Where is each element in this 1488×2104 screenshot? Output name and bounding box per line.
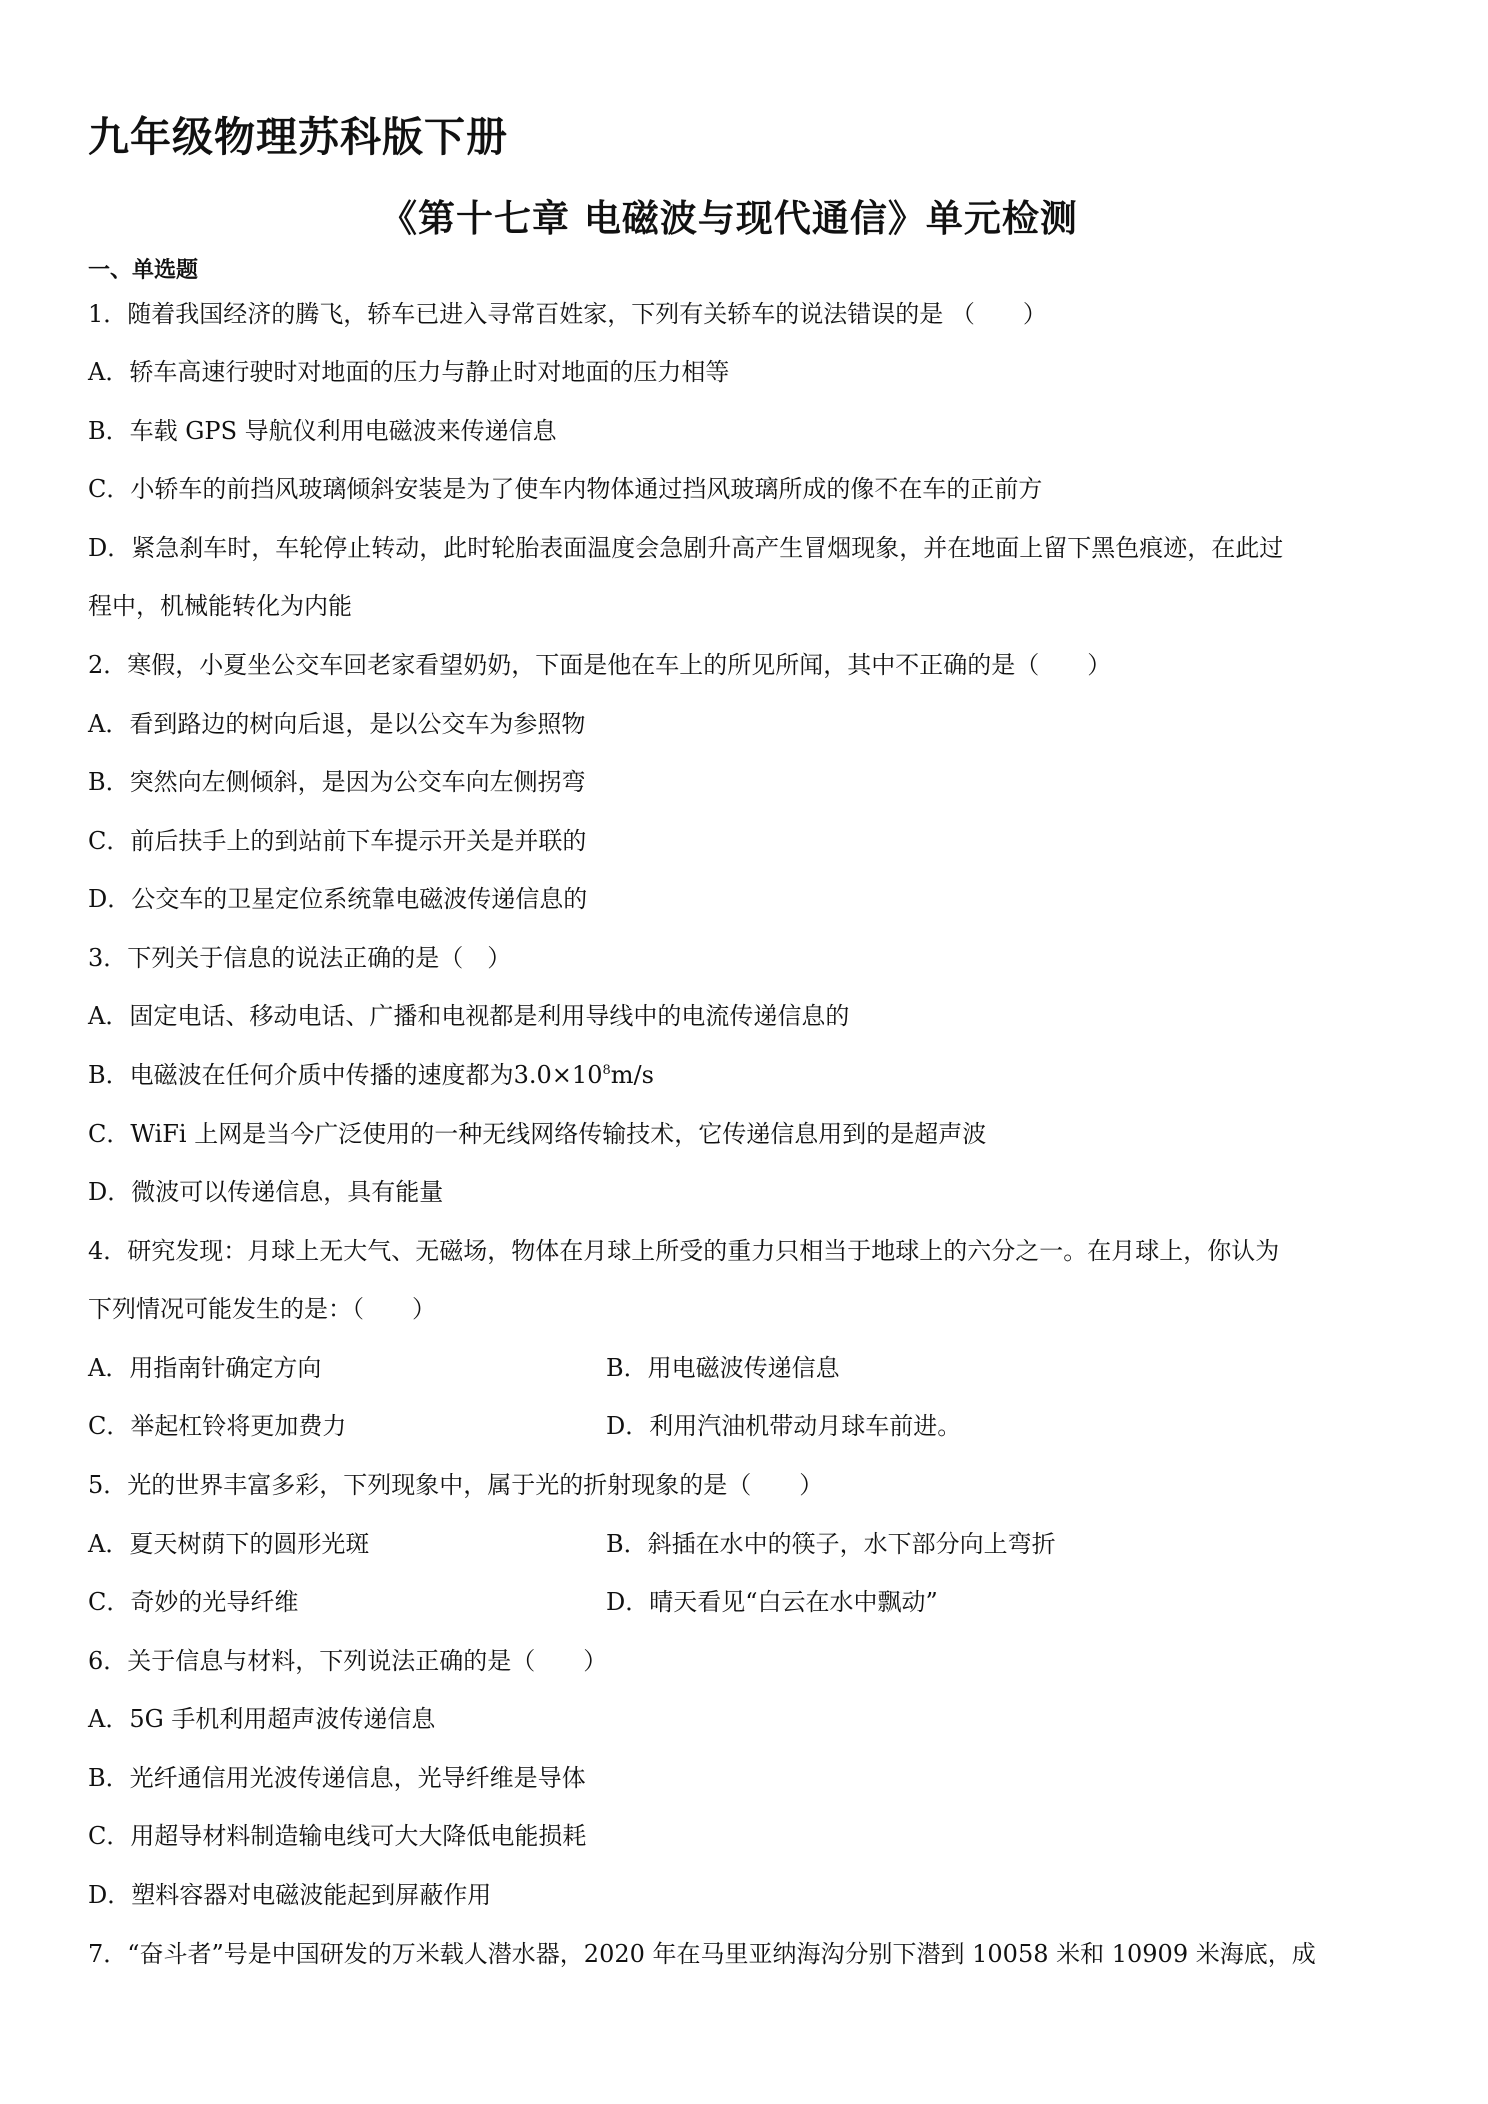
question-6-option-a: A．5G 手机利用超声波传递信息: [88, 1705, 436, 1733]
question-5-option-d: D．晴天看见“白云在水中飘动”: [606, 1588, 938, 1616]
question-4-stem-continued: 下列情况可能发生的是：（ ）: [88, 1295, 436, 1323]
question-5-option-c: C．奇妙的光导纤维: [88, 1588, 299, 1616]
question-2-option-a: A．看到路边的树向后退，是以公交车为参照物: [88, 710, 586, 738]
question-6-option-b: B．光纤通信用光波传递信息，光导纤维是导体: [88, 1764, 586, 1792]
document-subtitle: 《第十七章 电磁波与现代通信》单元检测: [380, 197, 1078, 240]
question-4-option-d: D．利用汽油机带动月球车前进。: [606, 1412, 962, 1440]
question-1-stem: 1．随着我国经济的腾飞，轿车已进入寻常百姓家，下列有关轿车的说法错误的是 （ ）: [88, 300, 1047, 328]
question-4-option-c: C．举起杠铃将更加费力: [88, 1412, 347, 1440]
question-4-option-a: A．用指南针确定方向: [88, 1354, 322, 1382]
question-3-option-a: A．固定电话、移动电话、广播和电视都是利用导线中的电流传递信息的: [88, 1002, 850, 1030]
question-1-option-a: A．轿车高速行驶时对地面的压力与静止时对地面的压力相等: [88, 358, 730, 386]
question-3-option-c: C．WiFi 上网是当今广泛使用的一种无线网络传输技术，它传递信息用到的是超声波: [88, 1120, 987, 1148]
speed-of-light-exponent: 8: [602, 1063, 611, 1078]
question-5-option-a: A．夏天树荫下的圆形光斑: [88, 1530, 370, 1558]
question-6-stem: 6．关于信息与材料，下列说法正确的是（ ）: [88, 1647, 608, 1675]
speed-of-light-base: 3.0×10: [513, 1061, 603, 1089]
question-4-stem: 4．研究发现：月球上无大气、无磁场，物体在月球上所受的重力只相当于地球上的六分之一。在月球上，你认为: [88, 1237, 1280, 1265]
question-6-option-d: D．塑料容器对电磁波能起到屏蔽作用: [88, 1881, 492, 1909]
speed-of-light-unit: m/s: [610, 1061, 654, 1089]
question-5-option-b: B．斜插在水中的筷子，水下部分向上弯折: [606, 1530, 1056, 1558]
question-2-option-c: C．前后扶手上的到站前下车提示开关是并联的: [88, 827, 587, 855]
question-6-option-c: C．用超导材料制造输电线可大大降低电能损耗: [88, 1822, 587, 1850]
question-3-option-b-text: B．电磁波在任何介质中传播的速度都为: [88, 1061, 514, 1089]
question-2-option-d: D．公交车的卫星定位系统靠电磁波传递信息的: [88, 885, 588, 913]
question-5-stem: 5．光的世界丰富多彩，下列现象中，属于光的折射现象的是（ ）: [88, 1471, 824, 1499]
question-7-stem: 7．“奋斗者”号是中国研发的万米载人潜水器，2020 年在马里亚纳海沟分别下潜到 10058 米和 10909 米海底，成: [88, 1940, 1316, 1968]
question-1-option-b: B．车载 GPS 导航仪利用电磁波来传递信息: [88, 417, 557, 445]
question-2-option-b: B．突然向左侧倾斜，是因为公交车向左侧拐弯: [88, 768, 586, 796]
question-1-option-d-continued: 程中，机械能转化为内能: [88, 592, 352, 620]
question-3-option-d: D．微波可以传递信息，具有能量: [88, 1178, 444, 1206]
question-1-option-d: D．紧急刹车时，车轮停止转动，此时轮胎表面温度会急剧升高产生冒烟现象，并在地面上留下黑色痕迹，在此过: [88, 534, 1284, 562]
section-heading: 一、单选题: [88, 258, 199, 283]
question-4-option-b: B．用电磁波传递信息: [606, 1354, 840, 1382]
question-3-option-b: [88, 1060, 654, 1090]
question-1-option-c: C．小轿车的前挡风玻璃倾斜安装是为了使车内物体通过挡风玻璃所成的像不在车的正前方: [88, 475, 1043, 503]
question-3-stem: 3．下列关于信息的说法正确的是（ ）: [88, 944, 512, 972]
document-title: 九年级物理苏科版下册: [88, 113, 508, 161]
question-2-stem: 2．寒假，小夏坐公交车回老家看望奶奶，下面是他在车上的所见所闻，其中不正确的是（ ）: [88, 651, 1112, 679]
